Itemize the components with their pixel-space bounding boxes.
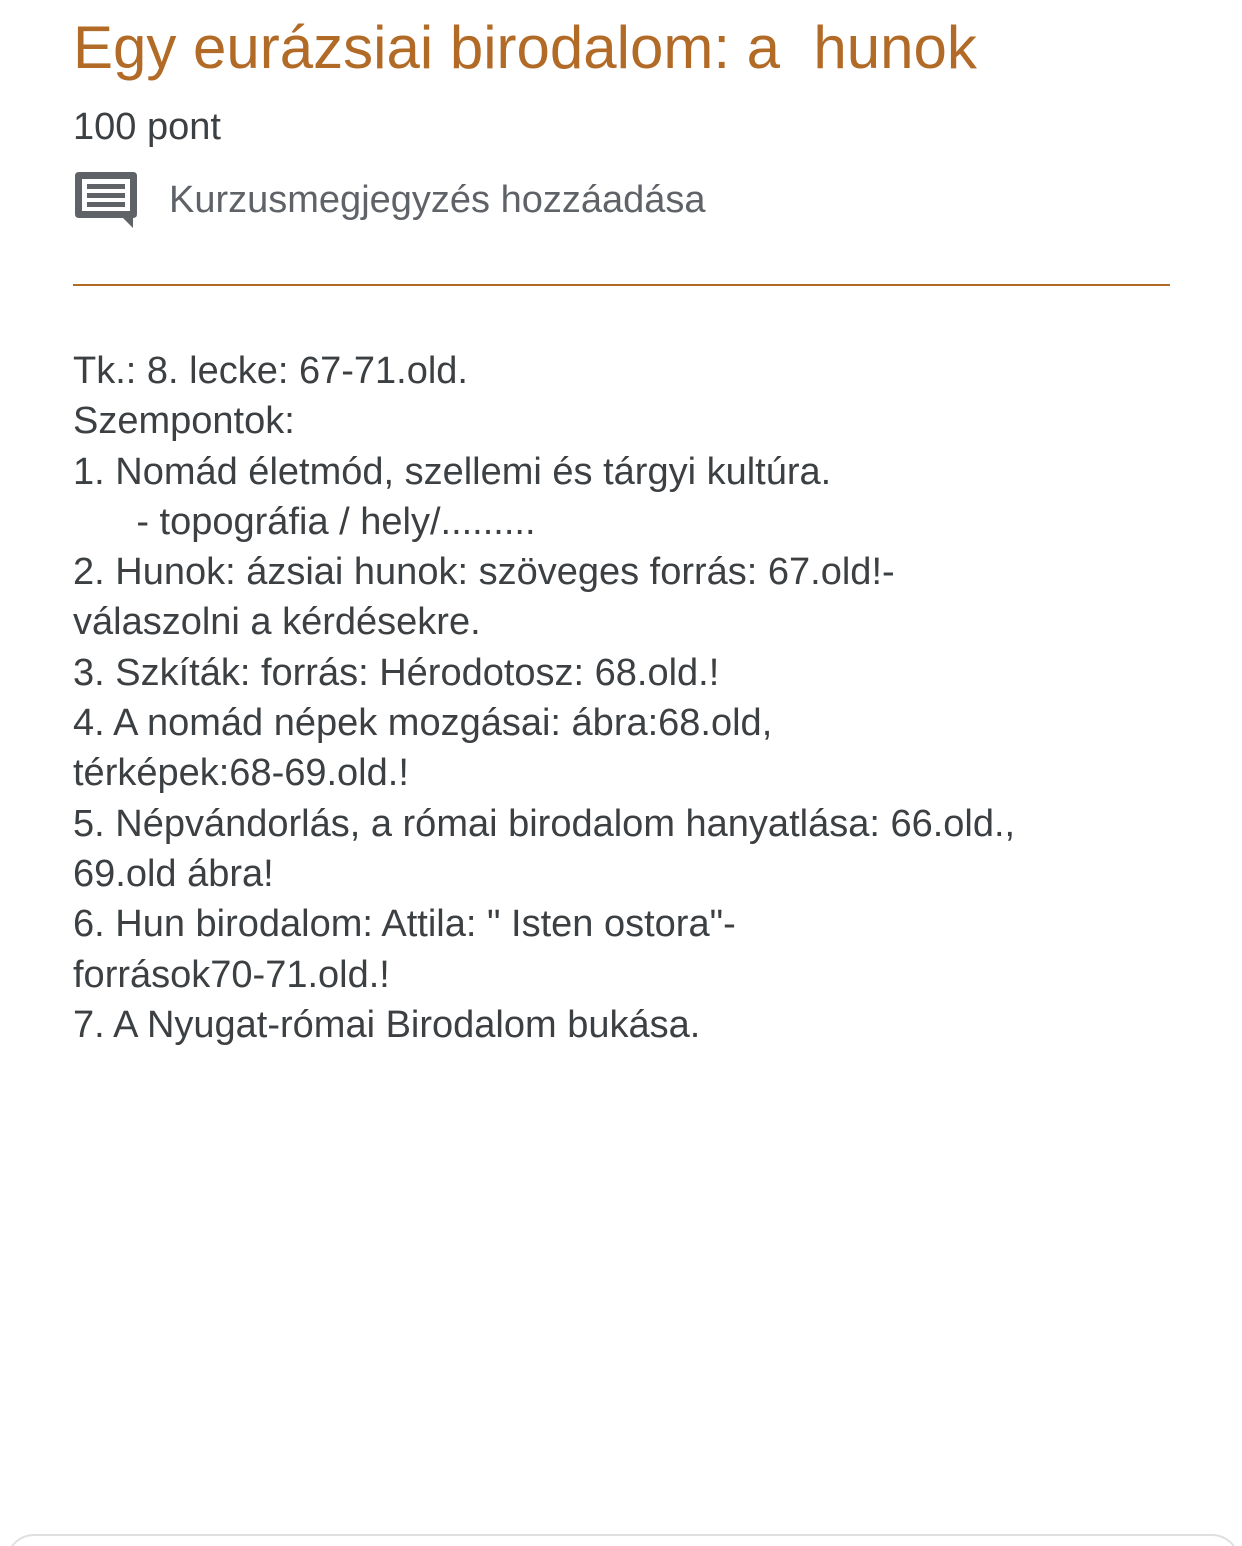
assignment-description: [73, 346, 1170, 1050]
bottom-sheet-handle[interactable]: [6, 1534, 1240, 1546]
description-line: 7. A Nyugat-római Birodalom bukása.: [73, 1003, 701, 1046]
header-divider: [73, 284, 1170, 286]
description-line: 1. Nomád életmód, szellemi és tárgyi kultúra.: [73, 450, 832, 493]
description-line: források70-71.old.!: [73, 953, 390, 996]
description-line: 2. Hunok: ázsiai hunok: szöveges forrás: 67.old!-: [73, 551, 895, 594]
assignment-title: Egy eurázsiai birodalom: a hunok: [73, 14, 977, 81]
description-line: 5. Népvándorlás, a római birodalom hanyatlása: 66.old.,: [73, 802, 1016, 845]
comment-icon: [73, 170, 139, 230]
description-line: 4. A nomád népek mozgásai: ábra:68.old,: [73, 702, 773, 745]
description-line: válaszolni a kérdésekre.: [73, 601, 481, 644]
description-line: - topográfia / hely/.........: [73, 500, 536, 543]
assignment-points: 100 pont: [73, 106, 221, 148]
add-class-comment-button[interactable]: [73, 168, 706, 232]
description-line: 6. Hun birodalom: Attila: " Isten ostora"-: [73, 903, 736, 946]
description-line: térképek:68-69.old.!: [73, 752, 409, 795]
description-line: Tk.: 8. lecke: 67-71.old.: [73, 350, 468, 392]
add-class-comment-label: Kurzusmegjegyzés hozzáadása: [169, 179, 706, 221]
description-line: Szempontok:: [73, 400, 295, 443]
description-line: 69.old ábra!: [73, 852, 274, 895]
description-line: 3. Szkíták: forrás: Hérodotosz: 68.old.!: [73, 651, 720, 694]
